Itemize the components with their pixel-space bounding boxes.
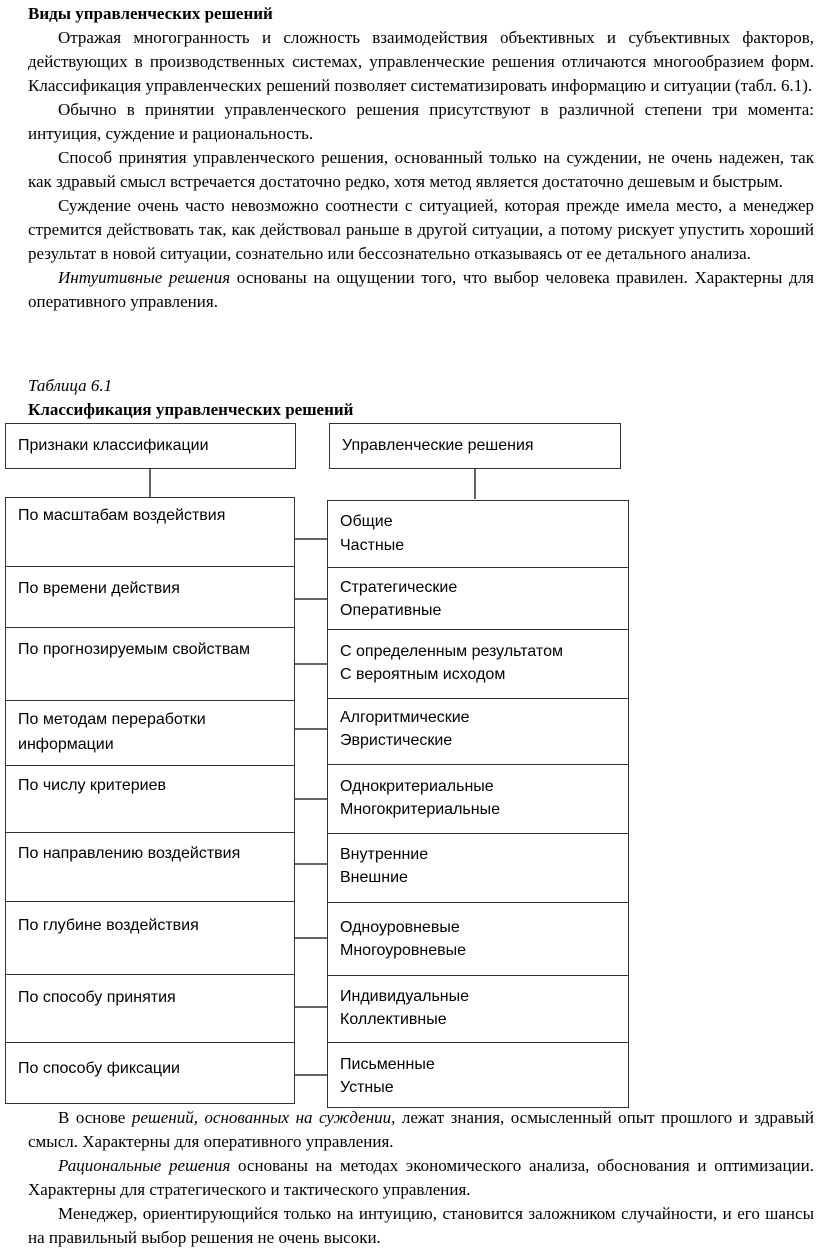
right-item-8 xyxy=(327,975,629,1043)
right-item-label: Многокритериальные xyxy=(340,801,500,818)
right-item-label: Стратегические xyxy=(340,579,458,596)
paragraph-2: Обычно в принятии управленческого решения присутствуют в различной степени три момента: интуиция, суждение и рациональность. xyxy=(28,100,814,143)
right-item-9 xyxy=(327,1042,629,1108)
right-item-label: С вероятным исходом xyxy=(340,666,506,683)
right-item-2 xyxy=(327,567,629,630)
right-item-label: Письменные xyxy=(340,1056,435,1073)
right-item-label: Алгоритмические xyxy=(340,709,470,726)
section-heading: Виды управленческих решений xyxy=(28,4,273,23)
left-item-label: По способу фиксации xyxy=(18,1060,180,1077)
left-item-label: По прогнозируемым свойствам xyxy=(18,641,251,658)
paragraph-4: Суждение очень часто невозможно соотнести с ситуацией, которая прежде имела место, а менеджер стремится действовать так, как действовал раньше в другой ситуации, а потому рискует упустить хороший результат в новой ситуации, сознательно или бессознательно отказываясь от ее детального анализа. xyxy=(28,196,814,263)
paragraph-rational xyxy=(28,1154,814,1202)
right-item-label: Общие xyxy=(340,513,393,530)
left-item-label: информации xyxy=(18,736,114,753)
left-item-label: По глубине воздействия xyxy=(18,917,199,934)
left-item-2 xyxy=(5,566,295,628)
left-item-6 xyxy=(5,832,295,902)
right-item-4 xyxy=(327,698,629,765)
right-item-label: С определенным результатом xyxy=(340,643,563,660)
paragraph-1: Отражая многогранность и сложность взаимодействия объективных и субъективных факторов, действующих в производственных системах, управленческие решения отличаются многообразием форм. Классификация управленческих решений позволяет систематизировать информацию и ситуации (табл. 6.1). xyxy=(28,28,814,95)
left-item-label: По числу критериев xyxy=(18,777,167,794)
left-item-5 xyxy=(5,765,295,833)
right-item-label: Внутренние xyxy=(340,846,429,863)
left-item-label: По масштабам воздействия xyxy=(18,507,226,524)
right-item-7 xyxy=(327,902,629,976)
right-item-label: Внешние xyxy=(340,869,408,886)
left-item-4 xyxy=(5,700,295,766)
right-item-label: Частные xyxy=(340,537,405,554)
left-item-1 xyxy=(5,497,295,567)
right-item-6 xyxy=(327,833,629,903)
term-judgment: решений, основанных на суждении, xyxy=(131,1108,396,1127)
right-item-1 xyxy=(327,500,629,568)
intuitive-rest: основаны на ощущении того, что выбор человека правилен. Характерны для оперативного управления. xyxy=(28,268,814,311)
left-item-3 xyxy=(5,627,295,701)
right-header-box xyxy=(329,423,621,469)
right-item-label: Однокритериальные xyxy=(340,778,494,795)
right-item-label: Эвристические xyxy=(340,732,453,749)
left-item-7 xyxy=(5,901,295,975)
term-rational: Рациональные решения xyxy=(58,1156,231,1175)
judgment-rest: лежат знания, осмысленный опыт прошлого и здравый смысл. Характерны для оперативного управления. xyxy=(28,1108,815,1151)
right-item-label: Устные xyxy=(340,1079,394,1096)
right-item-label: Коллективные xyxy=(340,1011,447,1028)
judgment-prefix: В основе xyxy=(58,1108,132,1127)
left-header-label: Признаки классификации xyxy=(18,437,209,454)
left-header-box xyxy=(5,423,296,469)
table-title: Классификация управленческих решений xyxy=(28,400,354,419)
left-item-label: По времени действия xyxy=(18,580,180,597)
right-header-label: Управленческие решения xyxy=(342,437,534,454)
right-item-label: Одноуровневые xyxy=(340,919,460,936)
right-item-3 xyxy=(327,629,629,699)
rational-rest: основаны на методах экономического анализа, обоснования и оптимизации. Характерны для стратегического и тактического управления. xyxy=(28,1156,815,1199)
term-intuitive: Интуитивные решения xyxy=(58,268,231,287)
left-item-label: По направлению воздействия xyxy=(18,845,241,862)
bottom-text-block xyxy=(28,1106,814,1250)
paragraph-3: Способ принятия управленческого решения, основанный только на суждении, не очень надежен, так как здравый смысл встречается достаточно редко, хотя метод является достаточно дешевым и быстрым. xyxy=(28,148,814,191)
table-caption: Таблица 6.1 xyxy=(28,376,113,395)
paragraph-closing: Менеджер, ориентирующийся только на интуицию, становится заложником случайности, и его шансы на правильный выбор решения не очень высоки. xyxy=(28,1204,814,1247)
paragraph-judgment xyxy=(28,1106,814,1154)
right-item-5 xyxy=(327,764,629,834)
left-item-label: По методам переработки xyxy=(18,711,206,728)
right-item-label: Многоуровневые xyxy=(340,942,467,959)
left-item-8 xyxy=(5,974,295,1043)
right-item-label: Оперативные xyxy=(340,602,442,619)
right-item-label: Индивидуальные xyxy=(340,988,470,1005)
left-item-label: По способу принятия xyxy=(18,989,176,1006)
left-item-9 xyxy=(5,1042,295,1104)
